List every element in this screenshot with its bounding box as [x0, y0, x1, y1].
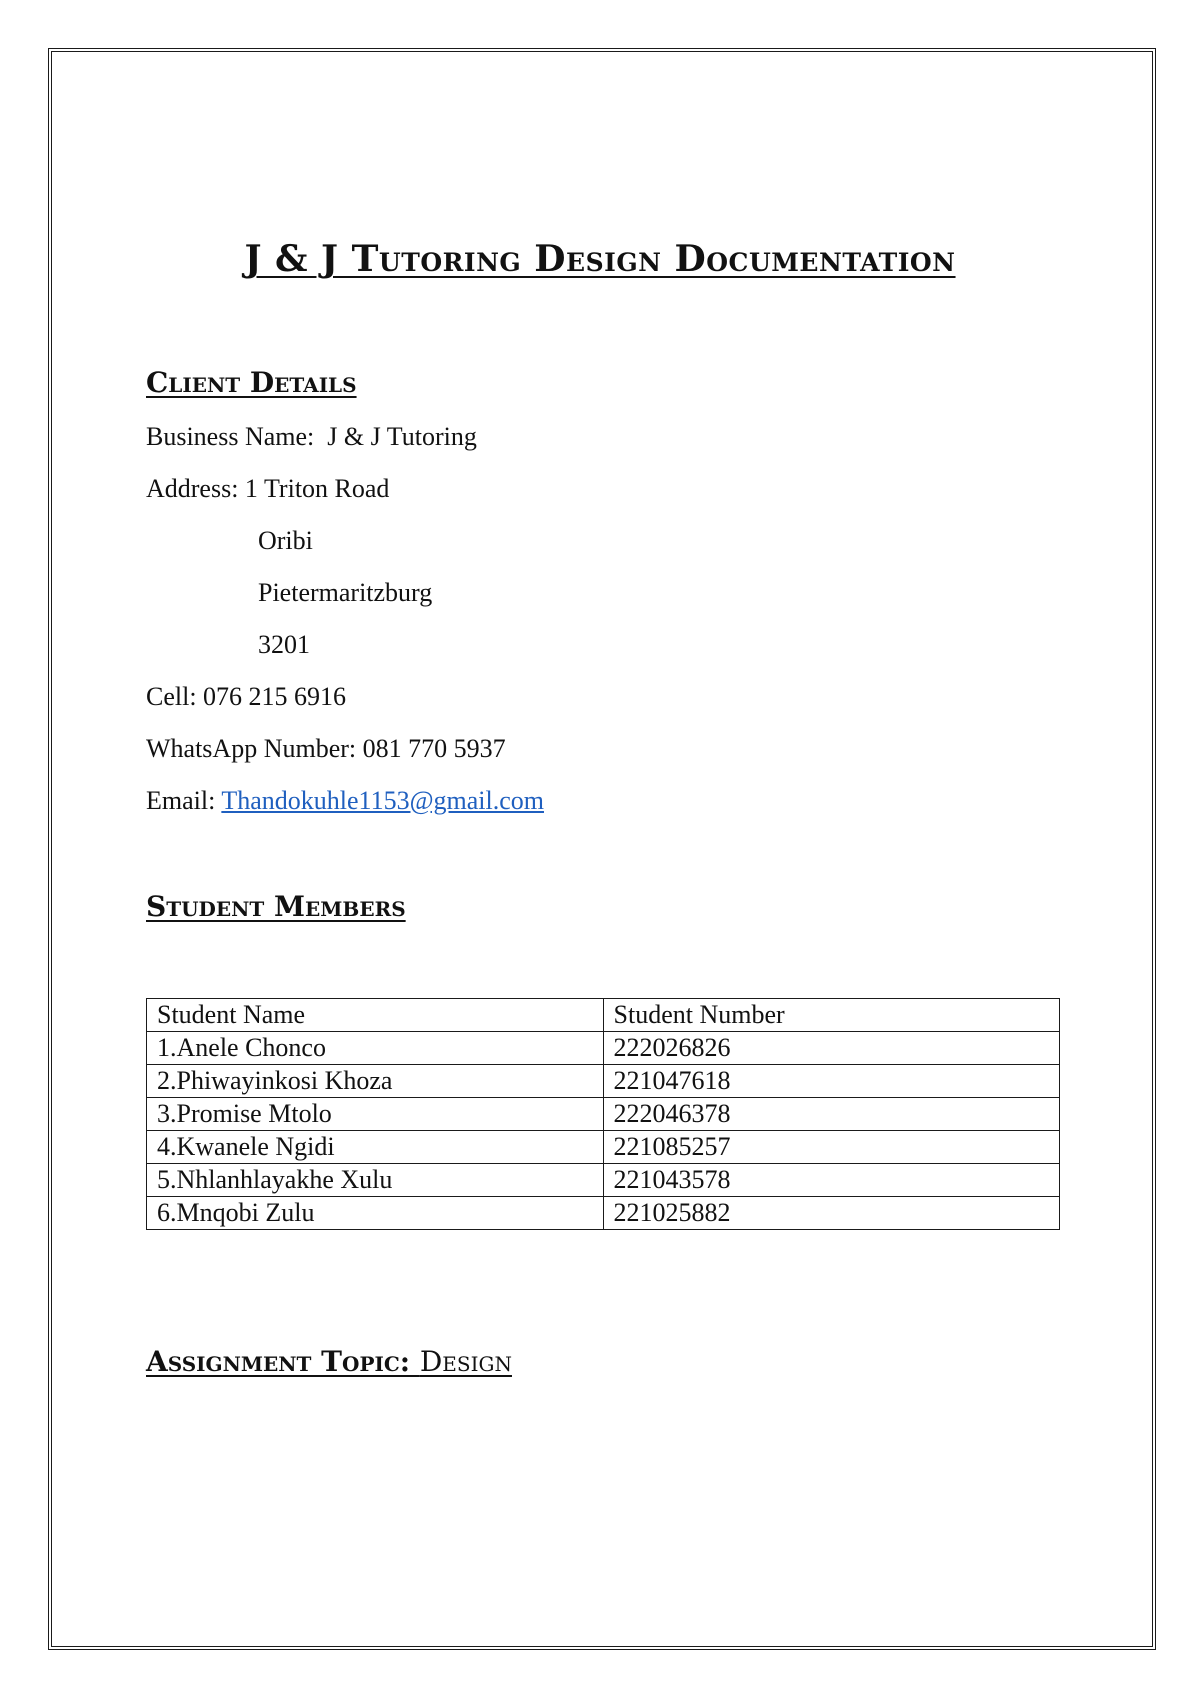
- email-label: Email:: [146, 786, 222, 815]
- student-members-heading: Student Members: [146, 890, 406, 923]
- student-name-cell: 2.Phiwayinkosi Khoza: [147, 1065, 604, 1098]
- table-row: [147, 1065, 1060, 1098]
- student-number-cell: 221043578: [603, 1164, 1059, 1197]
- table-header-row: [147, 999, 1060, 1032]
- student-number-cell: 222026826: [603, 1032, 1059, 1065]
- document-title: J & J Tutoring Design Documentation: [244, 238, 956, 280]
- business-name-line: Business Name: J & J Tutoring: [146, 422, 477, 451]
- table-row: [147, 1164, 1060, 1197]
- student-name-cell: 6.Mnqobi Zulu: [147, 1197, 604, 1230]
- table-row: [147, 1131, 1060, 1164]
- student-number-cell: 221085257: [603, 1131, 1059, 1164]
- student-number-cell: 221025882: [603, 1197, 1059, 1230]
- email-link[interactable]: Thandokuhle1153@gmail.com: [221, 786, 544, 815]
- page-border: [48, 48, 1156, 1650]
- address-line-2: Oribi: [258, 526, 313, 555]
- client-details-heading: Client Details: [146, 366, 357, 399]
- assignment-topic-label: Assignment Topic:: [146, 1345, 420, 1378]
- student-name-cell: 5.Nhlanhlayakhe Xulu: [147, 1164, 604, 1197]
- header-student-number: Student Number: [603, 999, 1059, 1032]
- table-row: [147, 1197, 1060, 1230]
- header-student-name: Student Name: [147, 999, 604, 1032]
- assignment-topic-value: Design: [419, 1345, 512, 1378]
- email-line: [146, 786, 544, 816]
- whatsapp-line: WhatsApp Number: 081 770 5937: [146, 734, 506, 763]
- address-line-1: Address: 1 Triton Road: [146, 474, 390, 503]
- table-row: [147, 1032, 1060, 1065]
- table-row: [147, 1098, 1060, 1131]
- student-name-cell: 4.Kwanele Ngidi: [147, 1131, 604, 1164]
- students-table: [146, 998, 1060, 1230]
- student-name-cell: 3.Promise Mtolo: [147, 1098, 604, 1131]
- assignment-topic-heading: [146, 1345, 512, 1378]
- cell-line: Cell: 076 215 6916: [146, 682, 347, 711]
- student-number-cell: 222046378: [603, 1098, 1059, 1131]
- address-line-3: Pietermaritzburg: [258, 578, 433, 607]
- student-name-cell: 1.Anele Chonco: [147, 1032, 604, 1065]
- student-number-cell: 221047618: [603, 1065, 1059, 1098]
- address-line-4: 3201: [258, 630, 310, 659]
